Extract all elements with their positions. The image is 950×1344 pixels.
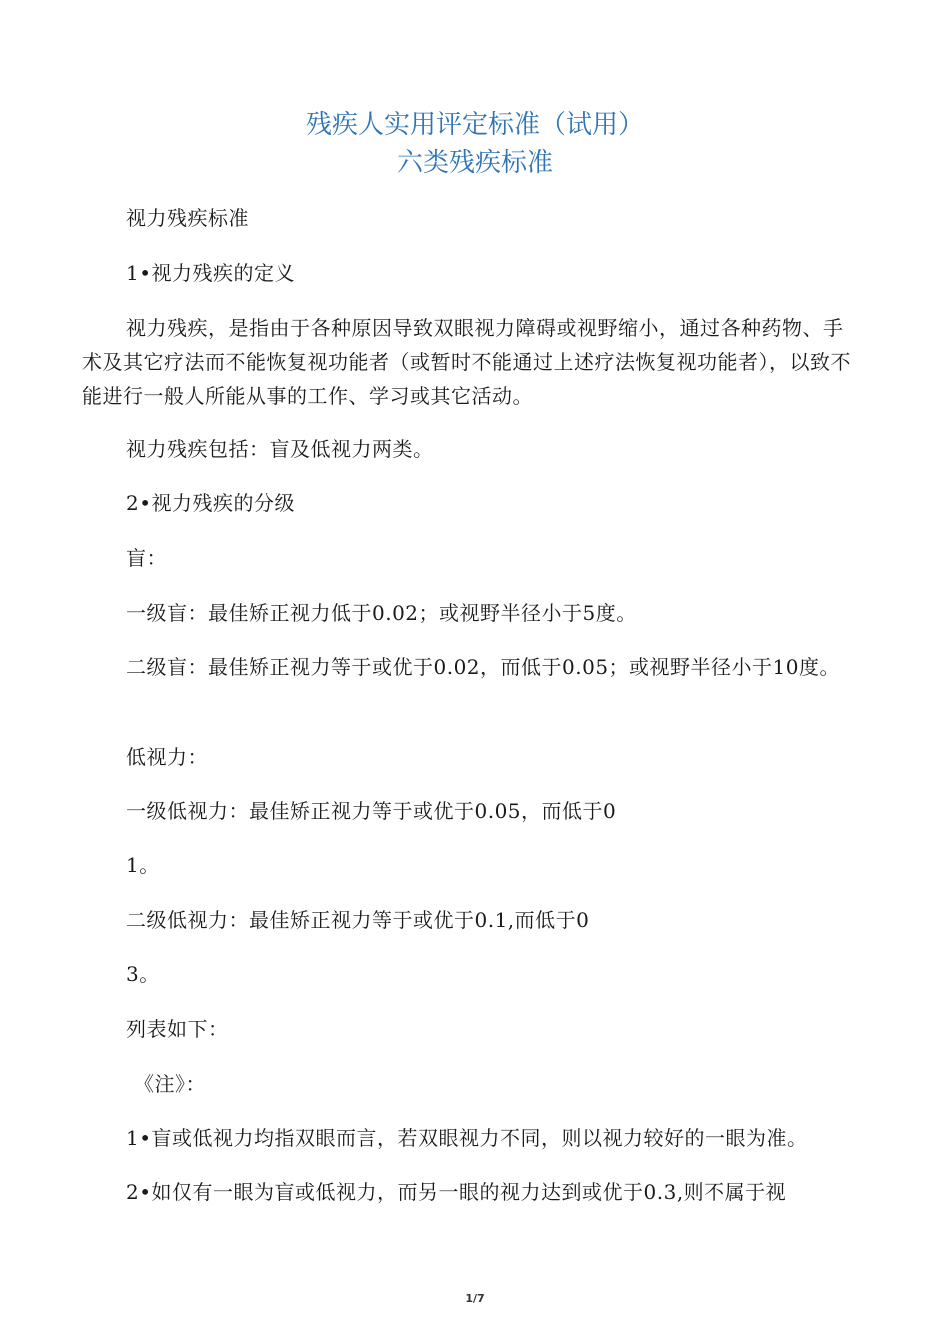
section-heading: 视力残疾标准 [126, 206, 249, 230]
title-line-2: 六类残疾标准 [396, 148, 553, 178]
blind-level-2: 二级盲：最佳矫正视力等于或优于0.02，而低于0.05；或视野半径小于10度。 [126, 655, 841, 679]
note-1: 1•盲或低视力均指双眼而言，若双眼视力不同，则以视力较好的一眼为准。 [126, 1126, 808, 1150]
sub1-heading: 1•视力残疾的定义 [126, 261, 296, 285]
includes-paragraph: 视力残疾包括：盲及低视力两类。 [126, 437, 434, 461]
note-label: 《注》： [134, 1072, 206, 1096]
definition-paragraph: 视力残疾，是指由于各种原因导致双眼视力障碍或视野缩小，通过各种药物、手术及其它疗法而不能恢复视功能者（或暂时不能通过上述疗法恢复视功能者），以致不能进行一般人所能从事的工作、学习或其它活动。 [82, 316, 851, 408]
blind-level-1: 一级盲：最佳矫正视力低于0.02；或视野半径小于5度。 [126, 601, 637, 625]
page-number: 1/7 [465, 1292, 485, 1305]
title-line-1: 残疾人实用评定标准（试用） [305, 110, 644, 140]
low-vision-level-2: 二级低视力：最佳矫正视力等于或优于0.1,而低于0 [126, 908, 590, 932]
sub2-heading: 2•视力残疾的分级 [126, 491, 296, 515]
blind-label: 盲： [126, 546, 167, 570]
low-vision-level-1: 一级低视力：最佳矫正视力等于或优于0.05，而低于0 [126, 799, 617, 823]
document-title [0, 106, 950, 182]
low-vision-level-2-continued: 3。 [126, 962, 160, 986]
table-intro: 列表如下： [126, 1017, 229, 1041]
low-vision-level-1-continued: 1。 [126, 853, 160, 877]
note-2: 2•如仅有一眼为盲或低视力，而另一眼的视力达到或优于0.3,则不属于视 [126, 1180, 787, 1204]
low-vision-label: 低视力： [126, 745, 208, 769]
